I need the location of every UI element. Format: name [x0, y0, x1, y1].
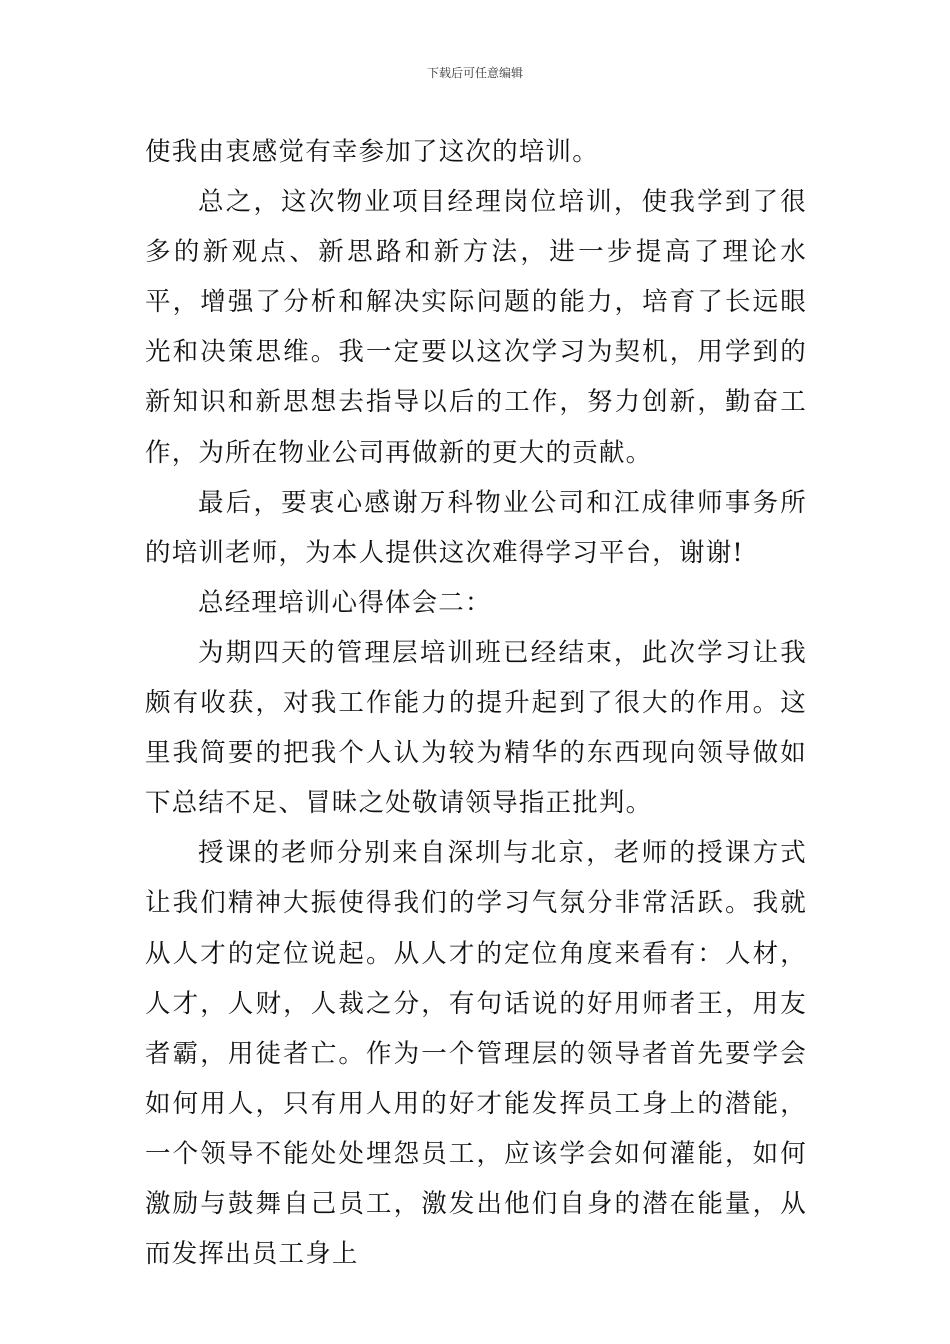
paragraph-intro: 为期四天的管理层培训班已经结束，此次学习让我颇有收获，对我工作能力的提升起到了很大的作用。这里我简要的把我个人认为较为精华的东西现向领导做如下总结不足、冒昧之处敬请领导指正批判。: [145, 637, 807, 819]
paragraph-summary: 总之，这次物业项目经理岗位培训，使我学到了很多的新观点、新思路和新方法，进一步提高了理论水平，增强了分析和解决实际问题的能力，培育了长远眼光和决策思维。我一定要以这次学习为契机，用学到的新知识和新思想去指导以后的工作，努力创新，勤奋工作，为所在物业公司再做新的更大的贡献。: [145, 187, 807, 468]
document-body: [145, 127, 807, 1279]
page-header: 下载后可任意编辑: [426, 66, 523, 80]
section-heading: 总经理培训心得体会二：: [198, 587, 492, 618]
paragraph-thanks: 最后，要衷心感谢万科物业公司和江成律师事务所的培训老师，为本人提供这次难得学习平台，谢谢!: [145, 487, 807, 568]
paragraph-talent: 授课的老师分别来自深圳与北京，老师的授课方式让我们精神大振使得我们的学习气氛分非常活跃。我就从人才的定位说起。从人才的定位角度来看有：人材，人才，人财，人裁之分，有句话说的好用师者王，用友者霸，用徒者亡。作为一个管理层的领导者首先要学会如何用人，只有用人用的好才能发挥员工身上的潜能，一个领导不能处处埋怨员工，应该学会如何灌能，如何激励与鼓舞自己员工，激发出他们自身的潜在能量，从而发挥出员工身上: [145, 838, 807, 1270]
paragraph-continuation: 使我由衷感觉有幸参加了这次的培训。: [145, 137, 599, 167]
